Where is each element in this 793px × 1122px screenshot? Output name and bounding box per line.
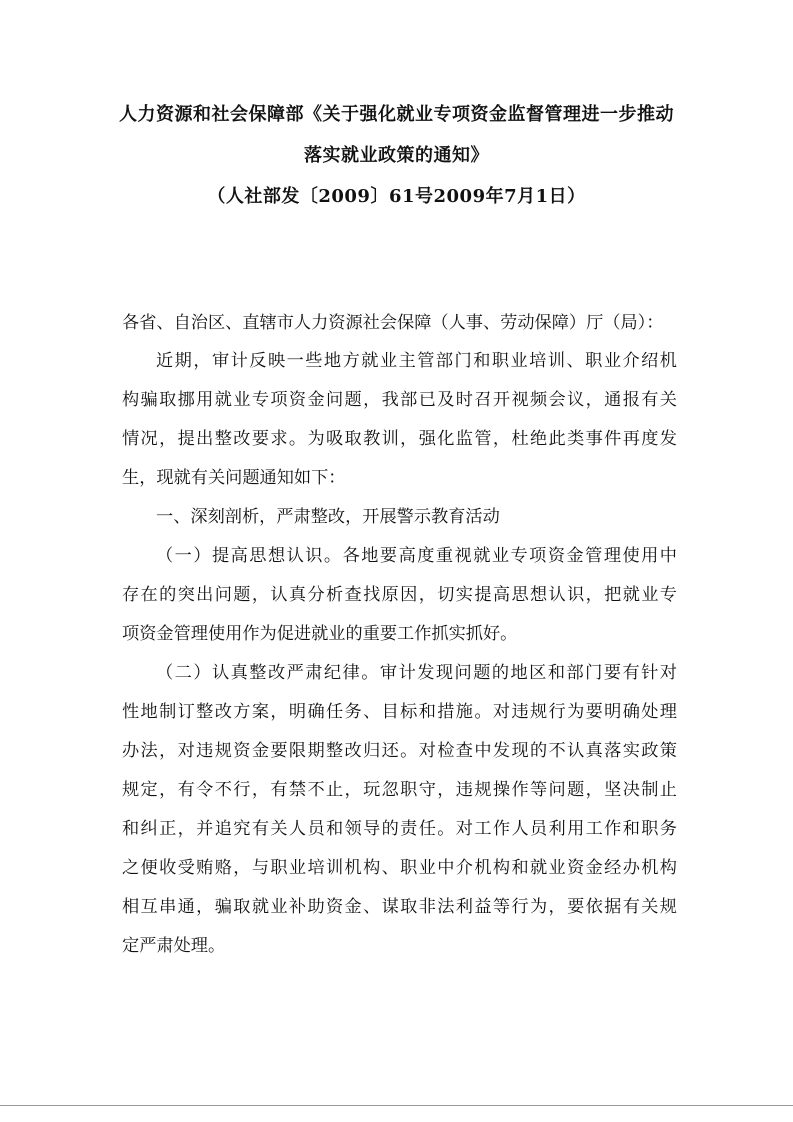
paragraph-line: 办法，对违规资金要限期整改归还。对检查中发现的不认真落实政策: [122, 741, 677, 761]
document-number-date: （人社部发〔2009〕61号2009年7月1日）: [207, 186, 586, 207]
paragraph-line: 相互串通，骗取就业补助资金、谋取非法利益等行为，要依据有关规: [122, 897, 677, 917]
paragraph-line: （一）提高思想认识。各地要高度重视就业专项资金管理使用中: [156, 546, 677, 566]
document-title-line-1: 人力资源和社会保障部《关于强化就业专项资金监督管理进一步推动: [119, 104, 674, 125]
paragraph-line: 构骗取挪用就业专项资金问题，我部已及时召开视频会议，通报有关: [122, 390, 677, 410]
paragraph-line: （二）认真整改严肃纪律。审计发现问题的地区和部门要有针对: [156, 663, 677, 683]
document-title-line-2: 落实就业政策的通知》: [304, 145, 489, 166]
section-heading: 一、深刻剖析，严肃整改，开展警示教育活动: [156, 507, 500, 527]
paragraph-line: 之便收受贿赂，与职业培训机构、职业中介机构和就业资金经办机构: [122, 858, 677, 878]
page-bottom-divider: [0, 1105, 793, 1106]
paragraph-line: 情况，提出整改要求。为吸取教训，强化监管，杜绝此类事件再度发: [122, 429, 677, 449]
paragraph-line: 生，现就有关问题通知如下：: [122, 468, 346, 488]
salutation: 各省、自治区、直辖市人力资源社会保障（人事、劳动保障）厅（局）：: [122, 313, 664, 333]
paragraph-line: 和纠正，并追究有关人员和领导的责任。对工作人员利用工作和职务: [122, 819, 677, 839]
paragraph-line: 规定，有令不行，有禁不止，玩忽职守，违规操作等问题，坚决制止: [122, 780, 677, 800]
paragraph-line: 近期，审计反映一些地方就业主管部门和职业培训、职业介绍机: [156, 351, 677, 371]
paragraph-line: 项资金管理使用作为促进就业的重要工作抓实抓好。: [122, 624, 518, 644]
paragraph-line: 性地制订整改方案，明确任务、目标和措施。对违规行为要明确处理: [122, 702, 677, 722]
paragraph-line: 存在的突出问题，认真分析查找原因，切实提高思想认识，把就业专: [122, 585, 677, 605]
paragraph-line: 定严肃处理。: [122, 936, 226, 956]
